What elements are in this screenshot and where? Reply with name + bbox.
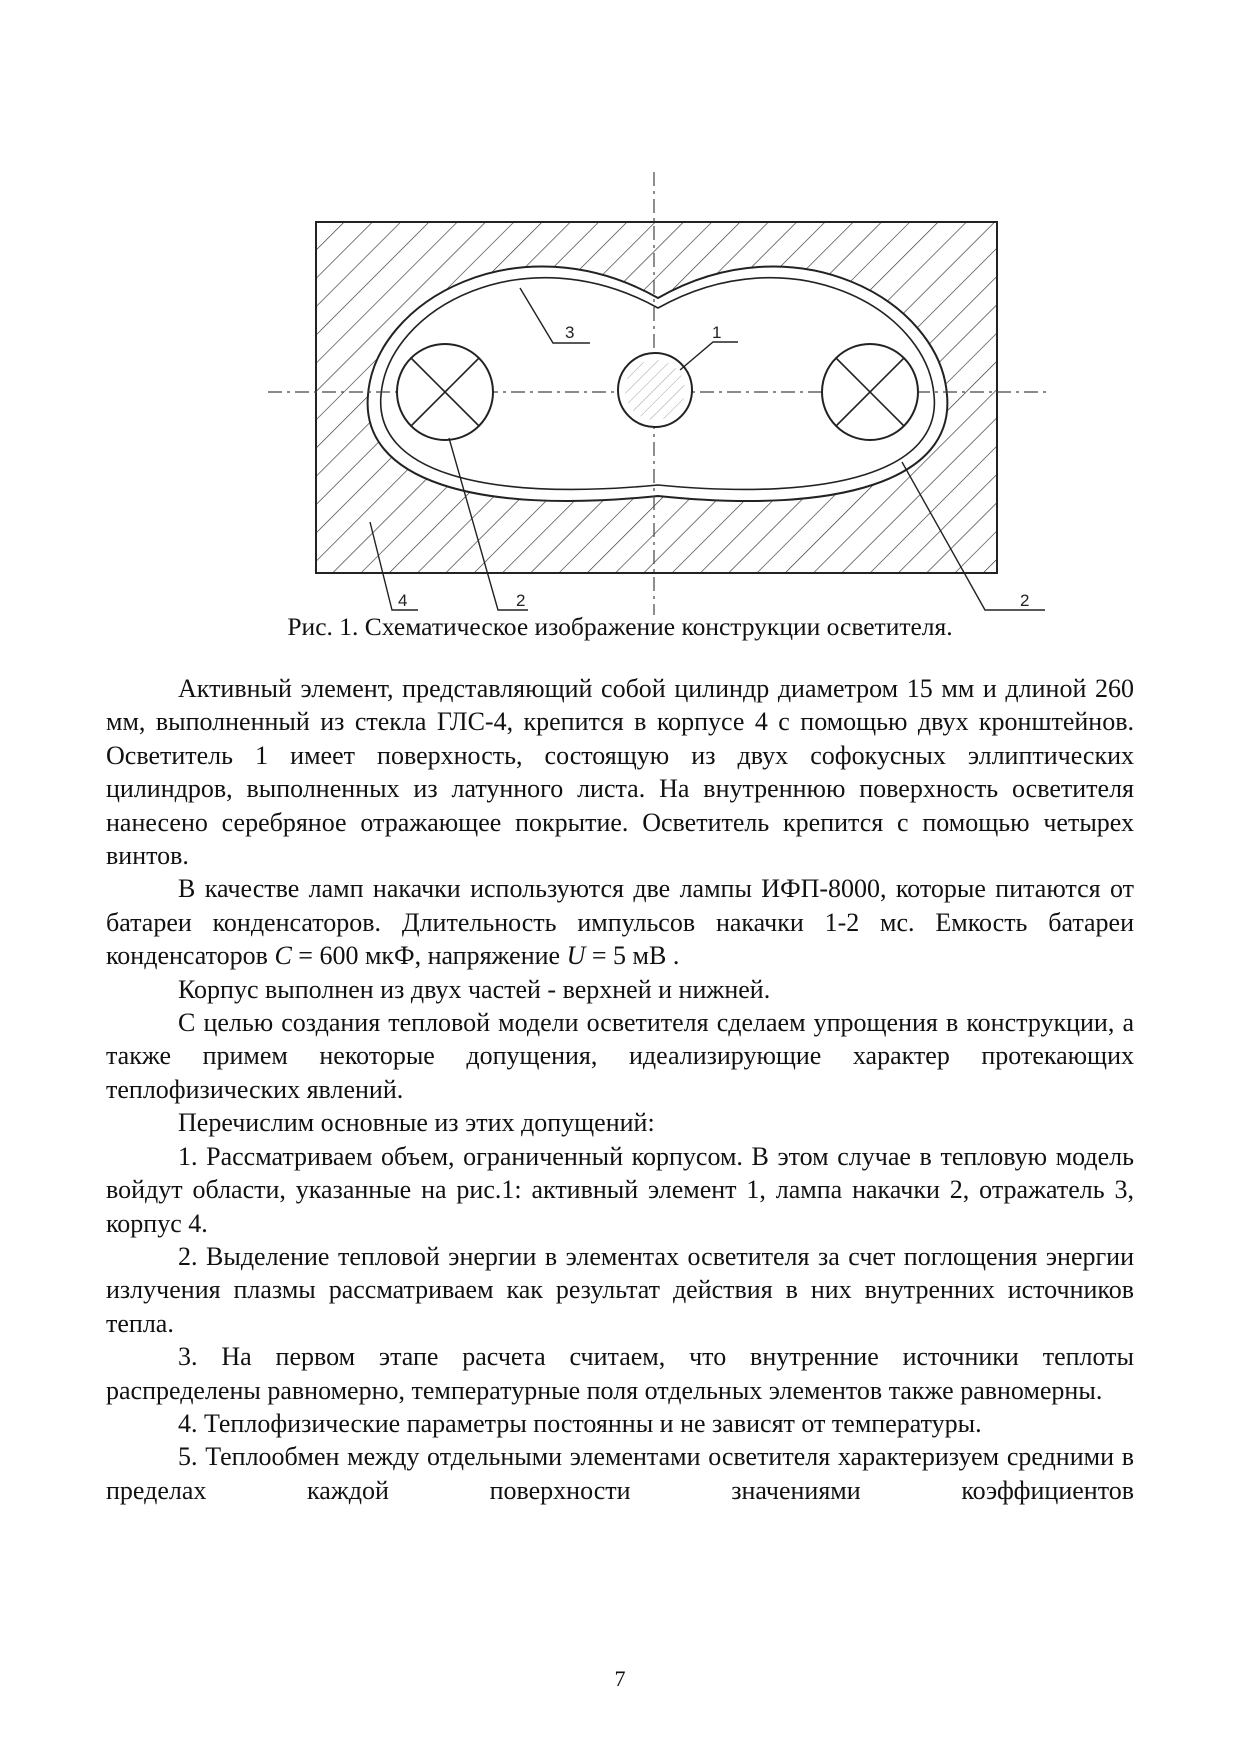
pump-lamp-right: [822, 344, 918, 440]
paragraph-pump-lamps: [106, 872, 1134, 972]
assumption-5: 5. Теплообмен между отдельными элементами осветителя характеризуем средними в пределах каждой поверхности значениями коэффициентов: [106, 1442, 1134, 1505]
label-4: 4: [398, 591, 408, 610]
label-2-left: 2: [516, 591, 526, 610]
paragraph-assumptions-intro: Перечислим основные из этих допущений:: [178, 1108, 655, 1138]
assumption-2: 2. Выделение тепловой энергии в элементах осветителя за счет поглощения энергии излучения плазмы рассматриваем как результат действия в них внутренних источников тепла.: [106, 1241, 1134, 1338]
body-text: [106, 672, 1134, 1507]
paragraph-housing: Корпус выполнен из двух частей - верхней и нижней.: [178, 974, 771, 1004]
assumption-1: 1. Рассматриваем объем, ограниченный корпусом. В этом случае в тепловую модель войдут области, указанные на рис.1: активный элемент 1, лампа накачки 2, отражатель 3, корпус 4.: [106, 1141, 1134, 1238]
illuminator-diagram: [262, 168, 1062, 628]
label-2-right: 2: [1020, 591, 1030, 610]
p2-text-b: = 600 мкФ, напряжение: [291, 941, 567, 971]
p2-text-d: = 5 мВ .: [585, 941, 680, 971]
paragraph-active-element: Активный элемент, представляющий собой цилиндр диаметром 15 мм и длиной 260 мм, выполненный из стекла ГЛС-4, крепится в корпусе 4 с помощью двух кронштейнов. Осветитель 1 имеет поверхность, состоящую из двух софокусных эллиптических цилиндров, выполненных из латунного листа. На внутреннюю поверхность осветителя нанесено серебряное отражающее покрытие. Осветитель крепится с помощью четырех винтов.: [106, 674, 1134, 871]
active-element: [618, 353, 692, 427]
label-3: 3: [565, 323, 575, 342]
p2-text-a: В качестве ламп накачки используются две лампы ИФП-8000, которые питаются от батареи конденсаторов. Длительность импульсов накачки 1-2 мс. Емкость батареи конденсаторов: [106, 874, 1134, 971]
pump-lamp-left: [397, 344, 493, 440]
assumption-3: 3. На первом этапе расчета считаем, что внутренние источники теплоты распределены равномерно, температурные поля отдельных элементов также равномерны.: [106, 1342, 1134, 1405]
assumption-4: 4. Теплофизические параметры постоянны и не зависят от температуры.: [178, 1408, 982, 1438]
symbol-c: C: [274, 941, 292, 971]
paragraph-thermal-model: С целью создания тепловой модели осветителя сделаем упрощения в конструкции, а также примем некоторые допущения, идеализирующие характер протекающих теплофизических явлений.: [106, 1008, 1134, 1104]
page-number: 7: [614, 1666, 626, 1691]
label-1: 1: [712, 323, 722, 342]
figure-caption: Рис. 1. Схематическое изображение конструкции осветителя.: [287, 612, 953, 641]
symbol-u: U: [566, 941, 586, 971]
